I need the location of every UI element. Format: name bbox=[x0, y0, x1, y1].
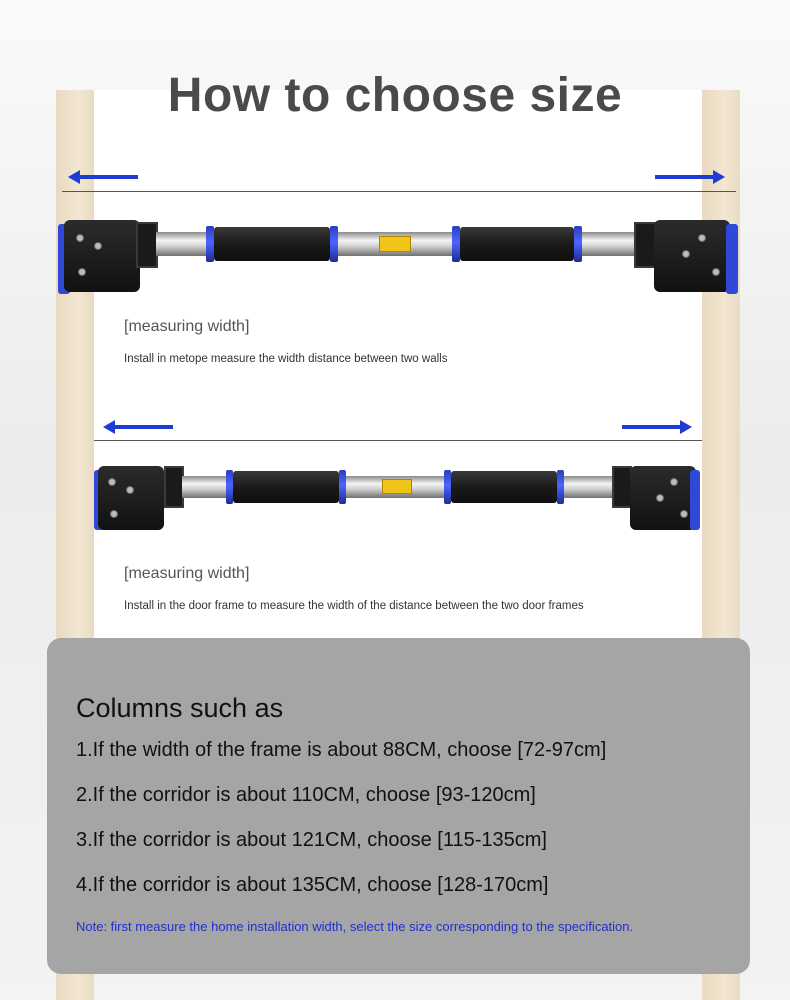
bolt bbox=[126, 486, 134, 494]
blue-ring bbox=[444, 470, 451, 504]
section1-heading: [measuring width] bbox=[124, 318, 250, 335]
bolt bbox=[680, 510, 688, 518]
bolt bbox=[76, 234, 84, 242]
warning-label bbox=[382, 479, 412, 494]
size-guide-title: Columns such as bbox=[76, 693, 284, 723]
blue-ring bbox=[226, 470, 233, 504]
bolt bbox=[712, 268, 720, 276]
bolt bbox=[94, 242, 102, 250]
bolt bbox=[670, 478, 678, 486]
end-bracket bbox=[654, 220, 730, 292]
foam-grip bbox=[460, 227, 574, 261]
section1-description: Install in metope measure the width distance between two walls bbox=[124, 353, 448, 365]
bolt bbox=[78, 268, 86, 276]
left-arrow-icon bbox=[113, 425, 173, 429]
end-bracket bbox=[64, 220, 140, 292]
right-arrow-icon bbox=[622, 425, 682, 429]
foam-grip bbox=[214, 227, 330, 261]
section2-description: Install in the door frame to measure the width of the distance between the two door frames bbox=[124, 600, 584, 612]
left-arrow-icon bbox=[78, 175, 138, 179]
lock-clamp bbox=[612, 466, 632, 508]
size-guide-item: 1.If the width of the frame is about 88CM, choose [72-97cm] bbox=[76, 739, 607, 761]
blue-ring bbox=[574, 226, 582, 262]
measure-line bbox=[62, 191, 736, 192]
bolt bbox=[682, 250, 690, 258]
bolt bbox=[656, 494, 664, 502]
section2-heading: [measuring width] bbox=[124, 565, 250, 582]
right-arrow-icon bbox=[655, 175, 715, 179]
bolt bbox=[698, 234, 706, 242]
warning-label bbox=[379, 236, 411, 252]
page-title: How to choose size bbox=[167, 69, 623, 122]
blue-ring bbox=[206, 226, 214, 262]
end-bracket bbox=[98, 466, 164, 530]
blue-ring bbox=[452, 226, 460, 262]
size-guide-item: 2.If the corridor is about 110CM, choose [93-120cm] bbox=[76, 784, 536, 806]
lock-clamp bbox=[136, 222, 158, 268]
measure-line bbox=[94, 440, 702, 441]
foam-grip bbox=[451, 471, 557, 503]
lock-clamp bbox=[634, 222, 656, 268]
size-guide-item: 3.If the corridor is about 121CM, choose [115-135cm] bbox=[76, 829, 547, 851]
lock-clamp bbox=[164, 466, 184, 508]
wall-pad bbox=[690, 470, 700, 530]
bolt bbox=[110, 510, 118, 518]
blue-ring bbox=[557, 470, 564, 504]
size-guide-box bbox=[47, 638, 750, 974]
bolt bbox=[108, 478, 116, 486]
blue-ring bbox=[339, 470, 346, 504]
blue-ring bbox=[330, 226, 338, 262]
size-guide-item: 4.If the corridor is about 135CM, choose [128-170cm] bbox=[76, 874, 549, 896]
size-guide-note: Note: first measure the home installation width, select the size corresponding to the specification. bbox=[76, 919, 634, 934]
wall-pad bbox=[726, 224, 738, 294]
foam-grip bbox=[233, 471, 339, 503]
